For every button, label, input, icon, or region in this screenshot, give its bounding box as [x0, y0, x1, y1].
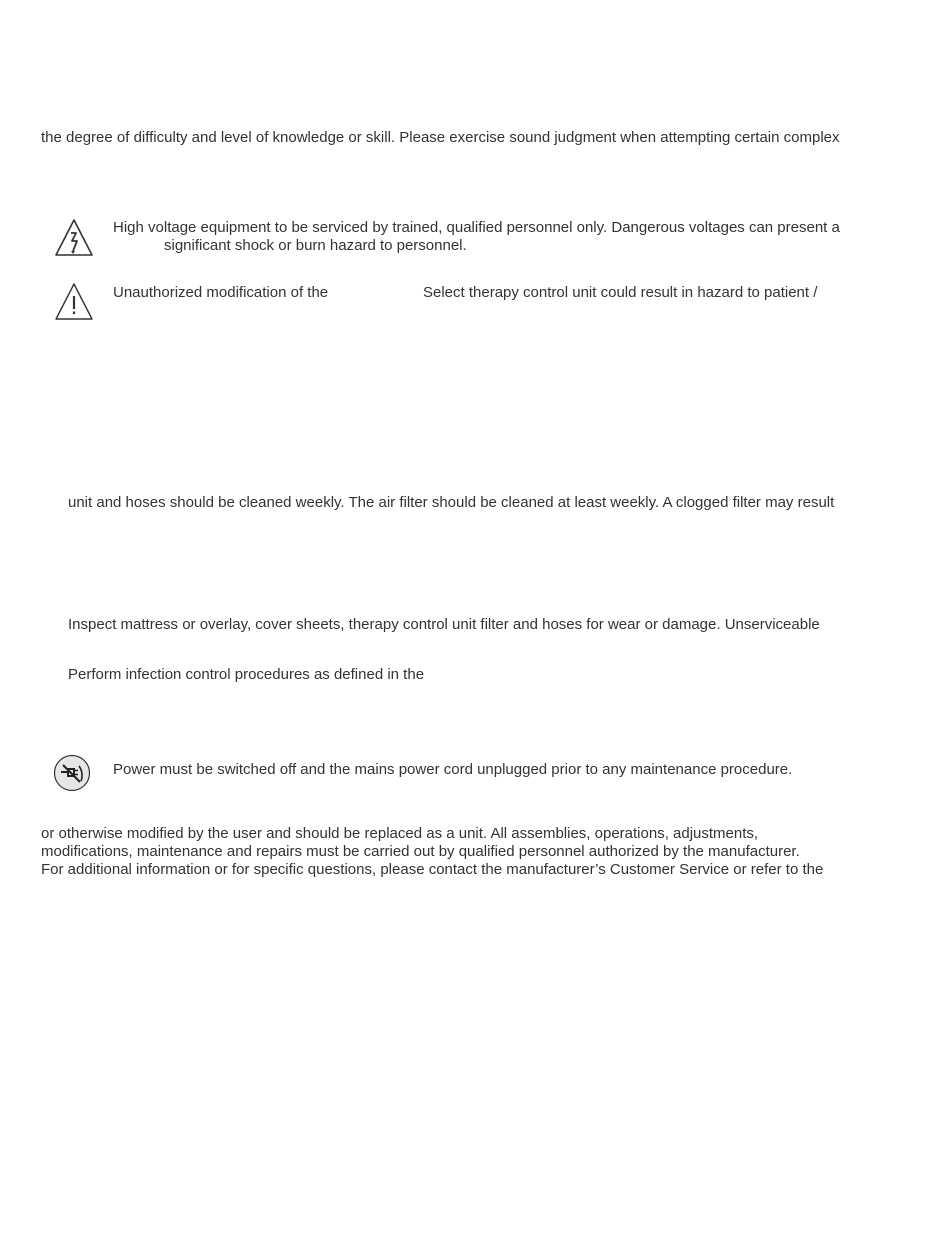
service-info-text-line1: or otherwise modified by the user and should be replaced as a unit. All assemblies, operations, adjustments,: [41, 825, 759, 842]
cleaning-text-line: unit and hoses should be cleaned weekly. The air filter should be cleaned at least weekly. A clogged filter may result: [68, 494, 835, 511]
modification-warning-text-part1: Unauthorized modification of the: [113, 284, 329, 301]
modification-warning-text-part2: Select therapy control unit could result in hazard to patient /: [423, 284, 818, 301]
high-voltage-warning-text-line1: High voltage equipment to be serviced by trained, qualified personnel only. Dangerous voltages can present a: [113, 219, 840, 236]
power-notice-text: Power must be switched off and the mains power cord unplugged prior to any maintenance procedure.: [113, 761, 793, 778]
caution-exclamation-icon: [54, 282, 94, 322]
unplug-power-cord-icon: [53, 754, 91, 792]
high-voltage-warning-text-line2: significant shock or burn hazard to personnel.: [164, 237, 467, 254]
inspection-text-line: Inspect mattress or overlay, cover sheets, therapy control unit filter and hoses for wear or damage. Unserviceable: [68, 616, 820, 633]
service-info-text-line2: modifications, maintenance and repairs must be carried out by qualified personnel authorized by the manufacturer.: [41, 843, 800, 860]
intro-text-line: the degree of difficulty and level of knowledge or skill. Please exercise sound judgment when attempting certain complex: [41, 129, 840, 146]
high-voltage-warning-icon: [54, 218, 94, 258]
service-info-text-line3: For additional information or for specific questions, please contact the manufacturer’s Customer Service or refer to the: [41, 861, 824, 878]
infection-control-text-line: Perform infection control procedures as defined in the: [68, 666, 425, 683]
